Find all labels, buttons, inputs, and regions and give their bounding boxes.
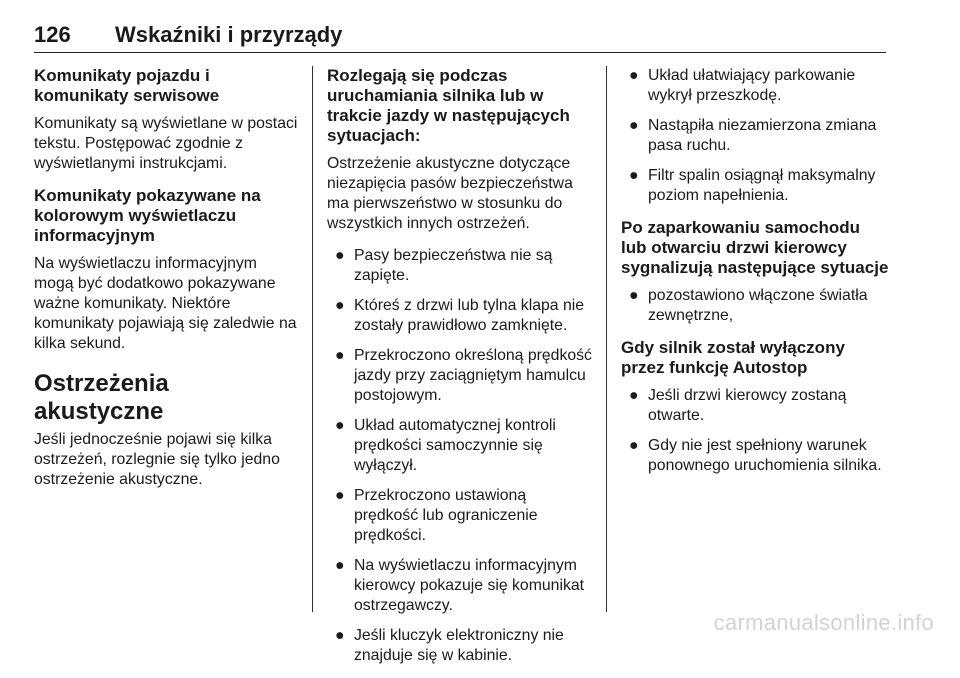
column-divider — [312, 66, 313, 612]
list-item: ● Filtr spalin osiągnął maksymalny poziom napełnienia. — [629, 167, 876, 204]
page-number: 126 — [34, 22, 71, 47]
list-item: ● Jeśli kluczyk elektroniczny nie znajduje się w kabinie. — [335, 627, 564, 664]
bullet-icon: ● — [335, 247, 345, 264]
bullet-icon: ● — [629, 117, 639, 134]
paragraph: Jeśli jednocześnie pojawi się kilka ostrzeżeń, rozlegnie się tylko jedno ostrzeżenie akustyczne. — [34, 431, 280, 488]
column-1 — [34, 66, 300, 502]
running-title: Wskaźniki i przyrządy — [115, 22, 343, 47]
list-item: ● Pasy bezpieczeństwa nie są zapięte. — [335, 247, 553, 284]
column-divider — [606, 66, 607, 612]
list-item: ● pozostawiono włączone światła zewnętrzne, — [629, 287, 868, 324]
bullet-icon: ● — [629, 167, 639, 184]
list-item: ● Któreś z drzwi lub tylna klapa nie zostały prawidłowo zamknięte. — [335, 297, 585, 334]
paragraph: Ostrzeżenie akustyczne dotyczące niezapięcia pasów bezpieczeństwa ma pierwszeństwo w stosunku do wszystkich innych ostrzeżeń. — [327, 155, 573, 232]
heading-warnings-during-start: Rozlegają się podczas uruchamiania silnika lub w trakcie jazdy w następujących sytuacjach: — [327, 66, 570, 145]
heading-color-display-messages: Komunikaty pokazywane na kolorowym wyświetlaczu informacyjnym — [34, 186, 261, 245]
paragraph: Komunikaty są wyświetlane w postaci tekstu. Postępować zgodnie z wyświetlanymi instrukcjami. — [34, 115, 298, 172]
bullet-icon: ● — [335, 487, 345, 504]
bullet-icon: ● — [629, 387, 639, 404]
list-item: ● Gdy nie jest spełniony warunek ponownego uruchomienia silnika. — [629, 437, 882, 474]
list-item: ● Nastąpiła niezamierzona zmiana pasa ruchu. — [629, 117, 877, 154]
list-item: ● Przekroczono ustawioną prędkość lub ograniczenie prędkości. — [335, 487, 538, 544]
heading-after-parking: Po zaparkowaniu samochodu lub otwarciu drzwi kierowcy sygnalizują następujące sytuacje — [621, 218, 889, 277]
bullet-list — [621, 66, 889, 206]
bullet-icon: ● — [629, 287, 639, 304]
bullet-list — [327, 246, 593, 666]
bullet-icon: ● — [629, 67, 639, 84]
page-header — [34, 18, 886, 53]
list-item: ● Jeśli drzwi kierowcy zostaną otwarte. — [629, 387, 847, 424]
bullet-icon: ● — [629, 437, 639, 454]
bullet-list — [621, 286, 889, 326]
heading-vehicle-messages: Komunikaty pojazdu i komunikaty serwisowe — [34, 66, 220, 105]
bullet-icon: ● — [335, 557, 345, 574]
bullet-icon: ● — [335, 347, 345, 364]
bullet-icon: ● — [335, 417, 345, 434]
list-item: ● Przekroczono określoną prędkość jazdy przy zaciągniętym hamulcu postojowym. — [335, 347, 592, 404]
bullet-icon: ● — [335, 297, 345, 314]
bullet-list — [621, 386, 889, 476]
list-item: ● Na wyświetlaczu informacyjnym kierowcy pokazuje się komunikat ostrzegawczy. — [335, 557, 585, 614]
column-3 — [621, 66, 889, 488]
heading-autostop: Gdy silnik został wyłączony przez funkcję Autostop — [621, 338, 845, 377]
list-item: ● Układ automatycznej kontroli prędkości samoczynnie się wyłączył. — [335, 417, 556, 474]
column-2 — [327, 66, 593, 678]
paragraph: Na wyświetlaczu informacyjnym mogą być dodatkowo pokazywane ważne komunikaty. Niektóre komunikaty pojawiają się zaledwie na kilka sekund. — [34, 255, 297, 352]
bullet-icon: ● — [335, 627, 345, 644]
watermark: carmanualsonline.info — [713, 610, 934, 635]
section-title-acoustic-warnings: Ostrzeżenia akustyczne — [34, 370, 169, 425]
list-item: ● Układ ułatwiający parkowanie wykrył przeszkodę. — [629, 67, 856, 104]
